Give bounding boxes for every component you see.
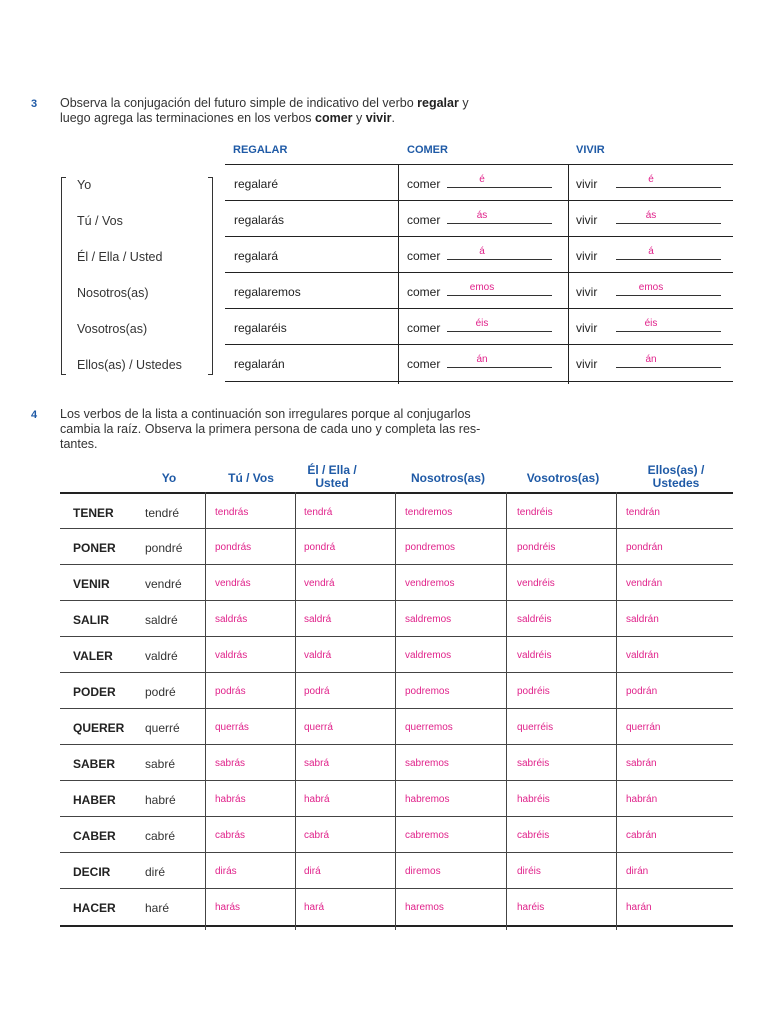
conjugated-form: pondrá (304, 542, 336, 553)
comer-answer-blank (447, 331, 552, 332)
pronoun-label: Ellos(as) / Ustedes (77, 358, 182, 372)
conjugated-form: hará (304, 902, 325, 913)
vivir-ending: án (645, 354, 657, 365)
vivir-answer-blank (616, 187, 721, 188)
yo-form: habré (145, 793, 176, 807)
vivir-answer-blank (616, 223, 721, 224)
exercise-4-number: 4 (31, 409, 38, 421)
conjugated-form: querréis (517, 722, 554, 733)
pronoun-label: Yo (77, 178, 92, 192)
vivir-answer-blank (616, 331, 721, 332)
comer-stem: comer (407, 177, 441, 191)
header-line: Ustedes (652, 476, 700, 490)
conjugated-form: cabrás (215, 830, 246, 841)
conjugated-form: dirán (626, 866, 649, 877)
conjugated-form: tendrá (304, 507, 333, 518)
vivir-stem: vivir (576, 357, 598, 371)
header-line: Él / Ella / (307, 463, 357, 477)
table-divider (398, 164, 399, 384)
header-line: Nosotros(as) (410, 471, 485, 485)
column-header-regalar: REGALAR (233, 144, 288, 156)
instruction-line: Observa la conjugación del futuro simple de indicativo del verbo regalar y (60, 96, 469, 110)
instruction-line: Los verbos de la lista a continuación son irregulares porque al conjugarlos (60, 407, 471, 421)
verb-infinitive: CABER (73, 829, 116, 843)
regalar-form: regalará (234, 249, 279, 263)
yo-form: querré (145, 721, 180, 735)
comer-stem: comer (407, 249, 441, 263)
verb-infinitive: HACER (73, 901, 116, 915)
header-line: Vosotros(as) (526, 471, 600, 485)
conjugated-form: querrá (304, 722, 333, 733)
conjugated-form: habremos (405, 794, 450, 805)
comer-answer-blank (447, 187, 552, 188)
comer-ending: emos (469, 282, 495, 293)
conjugation-row (225, 200, 733, 237)
verb-infinitive: VALER (73, 649, 113, 663)
header-line: Usted (315, 476, 349, 490)
pronoun-label: Él / Ella / Usted (77, 250, 163, 264)
comer-stem: comer (407, 285, 441, 299)
vivir-ending: ás (645, 210, 657, 221)
conjugated-form: habrán (626, 794, 658, 805)
comer-ending: án (476, 354, 488, 365)
conjugated-form: querrán (626, 722, 661, 733)
vivir-answer-blank (616, 259, 721, 260)
regalar-form: regalaremos (234, 285, 301, 299)
header-line: Yo (161, 471, 177, 485)
pronoun-label: Nosotros(as) (77, 286, 149, 300)
verb-infinitive: PODER (73, 685, 116, 699)
yo-form: pondré (145, 541, 183, 555)
yo-form: sabré (145, 757, 176, 771)
conjugated-form: harán (626, 902, 652, 913)
conjugated-form: saldrá (304, 614, 332, 625)
comer-answer-blank (447, 367, 552, 368)
column-header (508, 472, 618, 485)
conjugated-form: saldrás (215, 614, 248, 625)
conjugated-form: diremos (405, 866, 441, 877)
header-line: Ellos(as) / (647, 463, 705, 477)
conjugated-form: saldréis (517, 614, 552, 625)
conjugated-form: vendréis (517, 578, 555, 589)
conjugated-form: saldrán (626, 614, 659, 625)
comer-answer-blank (447, 223, 552, 224)
conjugated-form: saldremos (405, 614, 452, 625)
conjugated-form: pondrás (215, 542, 252, 553)
vivir-stem: vivir (576, 177, 598, 191)
conjugated-form: podrás (215, 686, 246, 697)
instruction-line: cambia la raíz. Observa la primera persona de cada uno y completa las res- (60, 422, 481, 436)
table-row (60, 780, 733, 817)
table-row (60, 744, 733, 781)
table-divider (295, 492, 296, 930)
table-row (60, 888, 733, 927)
conjugated-form: tendréis (517, 507, 553, 518)
conjugated-form: sabremos (405, 758, 449, 769)
conjugated-form: tendrán (626, 507, 660, 518)
table-divider (205, 492, 206, 930)
conjugated-form: cabrá (304, 830, 330, 841)
comer-answer-blank (447, 259, 552, 260)
pronoun-bracket-left (61, 177, 66, 375)
conjugated-form: valdrá (304, 650, 332, 661)
table-row (60, 600, 733, 637)
conjugated-form: sabrán (626, 758, 657, 769)
conjugated-form: harás (215, 902, 241, 913)
conjugation-row (225, 308, 733, 345)
conjugated-form: podremos (405, 686, 450, 697)
irregular-verbs-table (60, 492, 733, 930)
table-row (60, 708, 733, 745)
conjugated-form: querremos (405, 722, 453, 733)
conjugated-form: dirá (304, 866, 321, 877)
table-row (60, 492, 733, 530)
table-row (60, 564, 733, 601)
comer-ending: ás (476, 210, 488, 221)
instruction-line: luego agrega las terminaciones en los verbos comer y vivir. (60, 111, 395, 125)
conjugation-row (225, 344, 733, 382)
conjugated-form: sabrá (304, 758, 330, 769)
conjugated-form: vendrá (304, 578, 335, 589)
conjugated-form: valdremos (405, 650, 452, 661)
conjugated-form: habrá (304, 794, 330, 805)
verb-infinitive: HABER (73, 793, 116, 807)
conjugated-form: cabremos (405, 830, 449, 841)
yo-form: valdré (145, 649, 178, 663)
regalar-form: regalaréis (234, 321, 287, 335)
pronoun-label: Vosotros(as) (77, 322, 148, 336)
conjugated-form: valdrán (626, 650, 659, 661)
regalar-form: regalaré (234, 177, 279, 191)
conjugated-form: cabrán (626, 830, 657, 841)
exercise-4-instruction (60, 407, 480, 452)
vivir-ending: emos (638, 282, 664, 293)
vivir-answer-blank (616, 367, 721, 368)
yo-form: tendré (145, 506, 180, 520)
conjugation-row (225, 272, 733, 309)
vivir-stem: vivir (576, 249, 598, 263)
verb-infinitive: TENER (73, 506, 114, 520)
conjugated-form: haréis (517, 902, 545, 913)
table-divider (395, 492, 396, 930)
table-divider (616, 492, 617, 930)
table-row (60, 672, 733, 709)
vivir-stem: vivir (576, 321, 598, 335)
column-header-comer: COMER (407, 144, 448, 156)
yo-form: vendré (145, 577, 182, 591)
column-header (621, 464, 731, 490)
conjugated-form: podréis (517, 686, 550, 697)
yo-form: podré (145, 685, 176, 699)
vivir-ending: éis (644, 318, 658, 329)
yo-form: haré (145, 901, 170, 915)
verb-infinitive: SABER (73, 757, 116, 771)
comer-ending: é (479, 174, 485, 185)
column-header-vivir: VIVIR (576, 144, 605, 156)
conjugated-form: tendremos (405, 507, 453, 518)
conjugated-form: diréis (517, 866, 541, 877)
table-divider (568, 164, 569, 384)
instruction-line: tantes. (60, 437, 98, 451)
vivir-answer-blank (616, 295, 721, 296)
conjugated-form: habréis (517, 794, 550, 805)
conjugated-form: valdrás (215, 650, 248, 661)
comer-ending: á (479, 246, 485, 257)
verb-infinitive: QUERER (73, 721, 125, 735)
vivir-stem: vivir (576, 213, 598, 227)
conjugated-form: podrá (304, 686, 330, 697)
table-row (60, 636, 733, 673)
pronoun-bracket-right (208, 177, 213, 375)
conjugation-row (225, 164, 733, 201)
conjugated-form: querrás (215, 722, 249, 733)
table-row (60, 852, 733, 889)
pronoun-label: Tú / Vos (77, 214, 123, 228)
exercise-3-instruction (60, 96, 469, 126)
column-header (393, 472, 503, 485)
regalar-form: regalarás (234, 213, 285, 227)
vivir-ending: é (648, 174, 654, 185)
conjugated-form: vendrán (626, 578, 663, 589)
table-row (60, 816, 733, 853)
verb-infinitive: SALIR (73, 613, 109, 627)
conjugated-form: habrás (215, 794, 246, 805)
vivir-stem: vivir (576, 285, 598, 299)
verb-infinitive: DECIR (73, 865, 111, 879)
conjugated-form: sabrás (215, 758, 246, 769)
conjugated-form: vendremos (405, 578, 455, 589)
table-divider (506, 492, 507, 930)
regalar-form: regalarán (234, 357, 285, 371)
conjugated-form: vendrás (215, 578, 251, 589)
yo-form: saldré (145, 613, 178, 627)
verb-infinitive: VENIR (73, 577, 110, 591)
conjugated-form: tendrás (215, 507, 249, 518)
conjugated-form: cabréis (517, 830, 550, 841)
comer-stem: comer (407, 321, 441, 335)
conjugation-row (225, 236, 733, 273)
conjugated-form: podrán (626, 686, 658, 697)
comer-stem: comer (407, 213, 441, 227)
conjugation-table (225, 164, 733, 384)
yo-form: cabré (145, 829, 176, 843)
conjugated-form: pondrán (626, 542, 663, 553)
comer-ending: éis (475, 318, 489, 329)
comer-answer-blank (447, 295, 552, 296)
header-line: Tú / Vos (228, 471, 274, 485)
comer-stem: comer (407, 357, 441, 371)
verb-infinitive: PONER (73, 541, 116, 555)
yo-form: diré (145, 865, 166, 879)
vivir-ending: á (648, 246, 654, 257)
conjugated-form: sabréis (517, 758, 550, 769)
conjugated-form: pondréis (517, 542, 556, 553)
exercise-3-number: 3 (31, 98, 38, 110)
column-header (277, 464, 387, 490)
table-row (60, 528, 733, 565)
conjugated-form: haremos (405, 902, 444, 913)
conjugated-form: valdréis (517, 650, 552, 661)
conjugated-form: pondremos (405, 542, 456, 553)
conjugated-form: dirás (215, 866, 237, 877)
